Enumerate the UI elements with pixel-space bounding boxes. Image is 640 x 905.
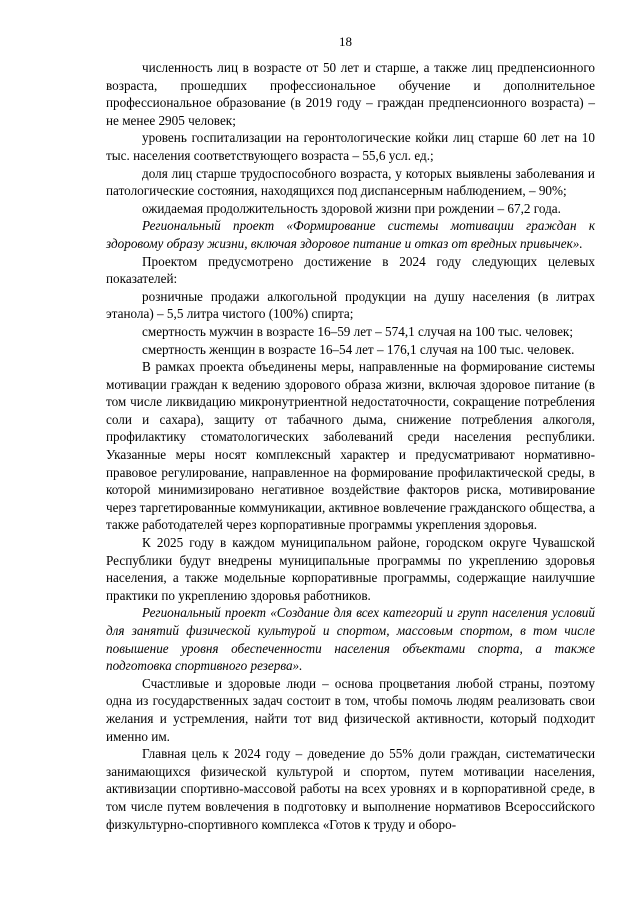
paragraph: доля лиц старше трудоспособного возраста, у которых выявлены заболевания и патологические состояния, находящихся под диспансерным наблюдением, – 90%; (106, 165, 595, 199)
paragraph: В рамках проекта объединены меры, направленные на формирование системы мотивации граждан к ведению здорового образа жизни, включая здоровое питание (в том числе ликвидацию микронутриентной недостаточности, сокращение потребления соли и сахара), защиту от табачного дыма, снижение потребления алкоголя, профилактику стоматологических заболеваний среди населения республики. Указанные меры носят комплексный характер и предусматривают нормативно-правовое регулирование, направленное на формирование профилактической среды, в которой минимизировано негативное воздействие факторов риска, мотивирование через таргетированные коммуникации, активное вовлечение гражданского общества, а также работодателей через корпоративные программы укрепления здоровья. (106, 359, 595, 533)
project-heading: Региональный проект «Формирование системы мотивации граждан к здоровому образу жизни, включая здоровое питание и отказ от вредных привычек». (106, 218, 595, 251)
paragraph: Главная цель к 2024 году – доведение до 55% доли граждан, систематически занимающихся физической культурой и спортом, путем мотивации населения, активизации спортивно-массовой работы на всех уровнях и в корпоративной среде, в том числе путем вовлечения в подготовку и выполнение нормативов Всероссийского физкультурно-спортивного комплекса «Готов к труду и оборо- (106, 746, 595, 832)
paragraph: Счастливые и здоровые люди – основа процветания любой страны, поэтому одна из государственных задач состоит в том, чтобы помочь людям реализовать свои желания и устремления, найти тот вид физической активности, который подходит именно им. (106, 675, 595, 744)
paragraph: смертность мужчин в возрасте 16–59 лет – 574,1 случая на 100 тыс. человек; (142, 323, 573, 339)
document-body (106, 59, 595, 833)
paragraph: численность лиц в возрасте от 50 лет и старше, а также лиц предпенсионного возраста, прошедших профессиональное обучение и дополнительное профессиональное образование (в 2019 году – граждан предпенсионного возраста) – не менее 2905 человек; (106, 60, 595, 128)
paragraph: К 2025 году в каждом муниципальном районе, городском округе Чувашской Республики будут внедрены муниципальные программы по укреплению здоровья населения, а также модельные корпоративные программы, содержащие наилучшие практики по укреплению здоровья работников. (106, 535, 595, 603)
paragraph: уровень госпитализации на геронтологические койки лиц старше 60 лет на 10 тыс. населения соответствующего возраста – 55,6 усл. ед.; (106, 130, 595, 163)
paragraph: Проектом предусмотрено достижение в 2024 году следующих целевых показателей: (106, 253, 595, 287)
paragraph: смертность женщин в возрасте 16–54 лет – 176,1 случая на 100 тыс. человек. (142, 341, 575, 357)
page-number: 18 (339, 34, 352, 49)
paragraph: розничные продажи алкогольной продукции на душу населения (в литрах этанола) – 5,5 литра чистого (100%) спирта; (106, 288, 595, 322)
project-heading: Региональный проект «Создание для всех категорий и групп населения условий для занятий физической культурой и спортом, массовым спортом, в том числе повышение уровня обеспеченности населения объектами спорта, а также подготовка спортивного резерва». (106, 605, 595, 674)
paragraph: ожидаемая продолжительность здоровой жизни при рождении – 67,2 года. (142, 200, 561, 216)
